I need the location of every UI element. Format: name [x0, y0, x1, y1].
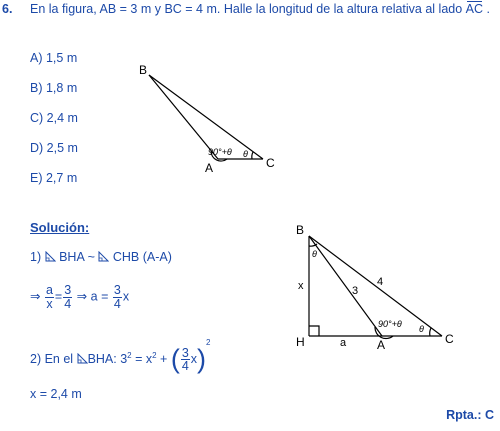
fig1-vertex-b: B — [139, 63, 148, 77]
right-paren: ) — [197, 344, 207, 375]
fig2-label-4: 4 — [377, 276, 384, 288]
fig1-angle-a-label: 90°+θ — [208, 147, 232, 157]
segment-ac: AC — [465, 2, 484, 16]
fraction-3-over-4: $\frac{3}{4}$ — [64, 283, 72, 311]
left-paren: ( — [170, 344, 180, 375]
fig2-angle-c-arc — [430, 328, 431, 336]
fraction-3-over-4: $\frac{3}{4}$ — [181, 345, 189, 374]
step1-text1: BHA ~ — [59, 250, 99, 264]
option-a[interactable]: A) 1,5 m — [30, 51, 78, 65]
problem-end: . — [483, 2, 490, 16]
fig1-vertex-a: A — [205, 161, 214, 175]
solution-title: Solución: — [30, 220, 90, 235]
option-d[interactable]: D) 2,5 m — [30, 141, 78, 155]
exponent: 2 — [206, 338, 211, 347]
fig1-vertex-c: C — [266, 156, 275, 170]
option-c[interactable]: C) 2,4 m — [30, 111, 78, 125]
equals-sign: = — [54, 289, 63, 304]
fig2-angle-a-label: 90°+θ — [378, 319, 402, 329]
solution-colon: : — [84, 220, 90, 235]
fig2-angle-c-label: θ — [419, 324, 424, 334]
fig2-label-a: a — [340, 337, 347, 349]
option-e[interactable]: E) 2,7 m — [30, 171, 78, 185]
fig2-vertex-h: H — [296, 335, 305, 349]
fig2-side-ab — [309, 236, 382, 336]
implies-arrow: ⇒ — [76, 289, 88, 304]
a-equals: a = — [90, 289, 109, 304]
problem-number: 6. — [2, 2, 13, 16]
fig2-vertex-b: B — [296, 223, 305, 237]
fig2-right-angle-mark — [309, 326, 319, 336]
fig2-label-3: 3 — [352, 285, 359, 297]
step3-prefix: 2) En el — [30, 352, 77, 366]
fig1-angle-c-label: θ — [243, 149, 248, 159]
answer-label: Rpta.: C — [446, 408, 494, 422]
fraction-3-over-4: $\frac{3}{4}$ — [113, 283, 121, 311]
fraction-a-over-x: $\frac{a}{x}$ — [45, 283, 53, 311]
result-line: x = 2,4 m — [30, 387, 82, 401]
implies-arrow: ⇒ — [30, 289, 41, 304]
exponent: 2 — [127, 350, 132, 360]
step1-text2: CHB (A-A) — [112, 250, 172, 264]
fig2-label-x: x — [298, 280, 304, 292]
plus-sign: + — [156, 352, 171, 366]
x-variable: x — [190, 352, 198, 366]
step3-mid: BHA: 3 — [87, 352, 128, 366]
problem-text: En la figura, AB = 3 m y BC = 4 m. Halle la longitud de la altura relativa al lado — [30, 2, 466, 16]
option-b[interactable]: B) 1,8 m — [30, 81, 78, 95]
step3-eq: = x — [131, 352, 153, 366]
fig2-side-bc — [309, 236, 442, 336]
exponent: 2 — [152, 350, 157, 360]
fig2-vertex-a: A — [377, 338, 386, 352]
x-variable: x — [122, 289, 130, 304]
fig2-vertex-c: C — [445, 332, 454, 346]
fig2-angle-b-label: θ — [312, 249, 317, 259]
step1-prefix: 1) — [30, 250, 45, 264]
